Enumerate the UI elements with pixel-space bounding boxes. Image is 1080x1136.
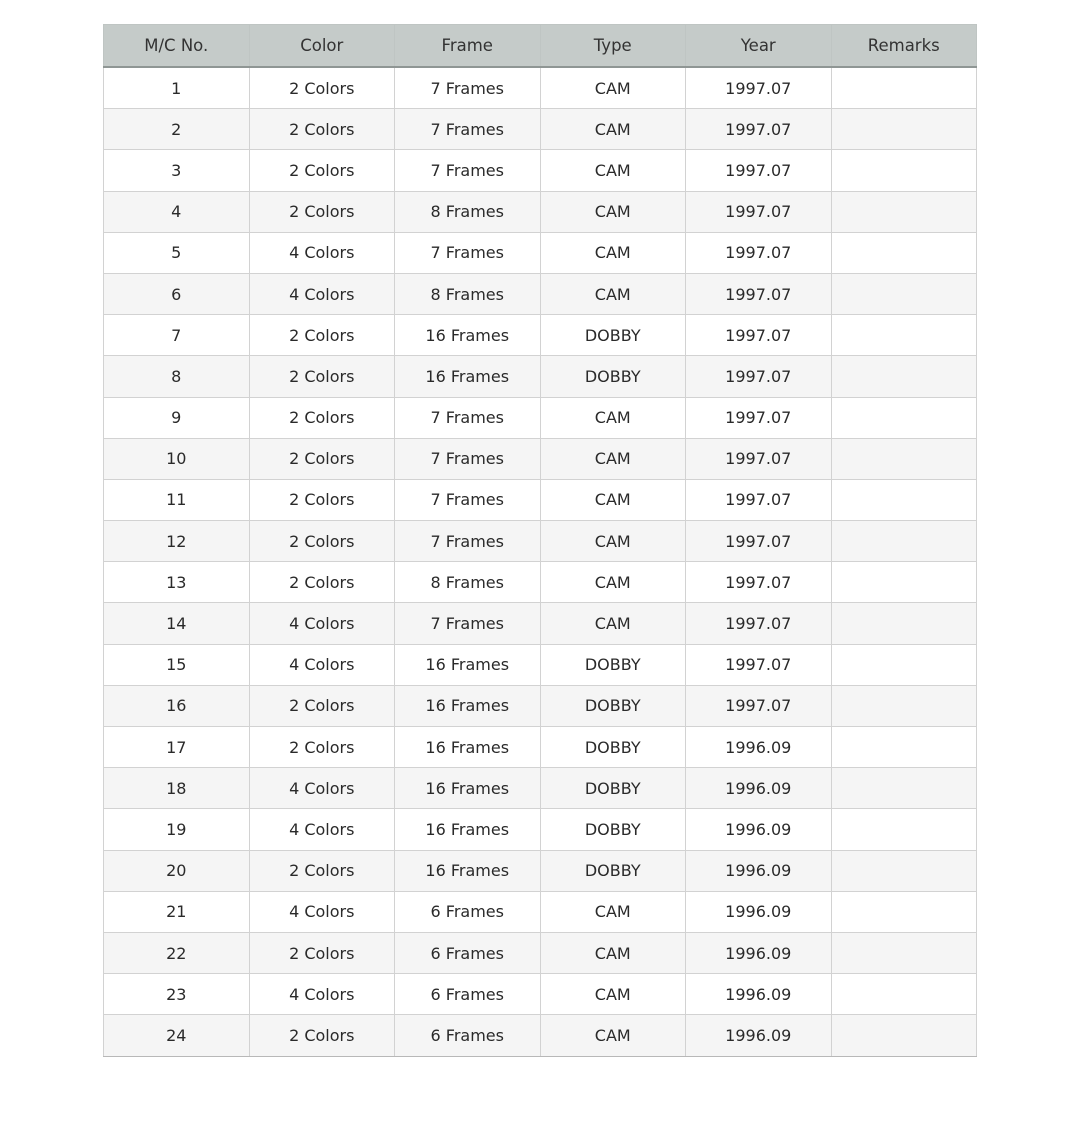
frame-cell: 7 Frames: [395, 521, 541, 562]
year-cell: 1997.07: [686, 479, 832, 520]
year-cell: 1997.07: [686, 315, 832, 356]
frame-cell: 7 Frames: [395, 232, 541, 273]
year-cell: 1997.07: [686, 273, 832, 314]
frame-cell: 8 Frames: [395, 191, 541, 232]
remarks-cell: [831, 109, 977, 150]
remarks-cell: [831, 685, 977, 726]
year-cell: 1996.09: [686, 809, 832, 850]
mc-no-cell: 19: [104, 809, 250, 850]
table-row: [104, 685, 977, 726]
table-row: [104, 438, 977, 479]
color-cell: 2 Colors: [249, 562, 395, 603]
color-cell: 4 Colors: [249, 273, 395, 314]
type-cell: CAM: [540, 1015, 686, 1056]
mc-no-cell: 12: [104, 521, 250, 562]
color-cell: 2 Colors: [249, 727, 395, 768]
color-cell: 2 Colors: [249, 397, 395, 438]
mc-no-cell: 24: [104, 1015, 250, 1056]
remarks-cell: [831, 727, 977, 768]
header-mc-no: M/C No.: [104, 25, 250, 68]
type-cell: CAM: [540, 932, 686, 973]
frame-cell: 6 Frames: [395, 932, 541, 973]
frame-cell: 7 Frames: [395, 397, 541, 438]
type-cell: CAM: [540, 232, 686, 273]
mc-no-cell: 21: [104, 891, 250, 932]
mc-no-cell: 8: [104, 356, 250, 397]
year-cell: 1997.07: [686, 150, 832, 191]
frame-cell: 7 Frames: [395, 150, 541, 191]
mc-no-cell: 4: [104, 191, 250, 232]
color-cell: 4 Colors: [249, 768, 395, 809]
frame-cell: 6 Frames: [395, 974, 541, 1015]
color-cell: 2 Colors: [249, 932, 395, 973]
frame-cell: 7 Frames: [395, 603, 541, 644]
table-row: [104, 1015, 977, 1056]
color-cell: 2 Colors: [249, 438, 395, 479]
year-cell: 1997.07: [686, 438, 832, 479]
remarks-cell: [831, 644, 977, 685]
mc-no-cell: 6: [104, 273, 250, 314]
frame-cell: 16 Frames: [395, 685, 541, 726]
type-cell: DOBBY: [540, 685, 686, 726]
mc-no-cell: 5: [104, 232, 250, 273]
color-cell: 2 Colors: [249, 850, 395, 891]
remarks-cell: [831, 67, 977, 109]
header-row: [104, 25, 977, 68]
mc-no-cell: 10: [104, 438, 250, 479]
color-cell: 4 Colors: [249, 891, 395, 932]
mc-no-cell: 3: [104, 150, 250, 191]
remarks-cell: [831, 809, 977, 850]
remarks-cell: [831, 232, 977, 273]
table-row: [104, 644, 977, 685]
table-row: [104, 768, 977, 809]
year-cell: 1996.09: [686, 891, 832, 932]
frame-cell: 8 Frames: [395, 273, 541, 314]
color-cell: 4 Colors: [249, 603, 395, 644]
type-cell: CAM: [540, 67, 686, 109]
year-cell: 1996.09: [686, 850, 832, 891]
machine-table-container: [103, 24, 977, 1057]
frame-cell: 16 Frames: [395, 809, 541, 850]
mc-no-cell: 22: [104, 932, 250, 973]
header-remarks: Remarks: [831, 25, 977, 68]
type-cell: DOBBY: [540, 315, 686, 356]
remarks-cell: [831, 562, 977, 603]
color-cell: 2 Colors: [249, 685, 395, 726]
table-row: [104, 356, 977, 397]
table-body: [104, 67, 977, 1056]
type-cell: DOBBY: [540, 727, 686, 768]
year-cell: 1997.07: [686, 397, 832, 438]
table-row: [104, 232, 977, 273]
year-cell: 1997.07: [686, 67, 832, 109]
table-row: [104, 67, 977, 109]
mc-no-cell: 1: [104, 67, 250, 109]
year-cell: 1996.09: [686, 932, 832, 973]
table-row: [104, 932, 977, 973]
color-cell: 2 Colors: [249, 191, 395, 232]
header-frame: Frame: [395, 25, 541, 68]
mc-no-cell: 13: [104, 562, 250, 603]
table-row: [104, 850, 977, 891]
year-cell: 1996.09: [686, 974, 832, 1015]
mc-no-cell: 17: [104, 727, 250, 768]
mc-no-cell: 7: [104, 315, 250, 356]
table-row: [104, 315, 977, 356]
frame-cell: 16 Frames: [395, 768, 541, 809]
color-cell: 4 Colors: [249, 809, 395, 850]
table-row: [104, 273, 977, 314]
frame-cell: 16 Frames: [395, 727, 541, 768]
year-cell: 1997.07: [686, 562, 832, 603]
mc-no-cell: 2: [104, 109, 250, 150]
color-cell: 2 Colors: [249, 1015, 395, 1056]
frame-cell: 16 Frames: [395, 644, 541, 685]
mc-no-cell: 23: [104, 974, 250, 1015]
color-cell: 2 Colors: [249, 315, 395, 356]
color-cell: 2 Colors: [249, 356, 395, 397]
remarks-cell: [831, 479, 977, 520]
color-cell: 2 Colors: [249, 109, 395, 150]
frame-cell: 16 Frames: [395, 850, 541, 891]
mc-no-cell: 9: [104, 397, 250, 438]
color-cell: 2 Colors: [249, 479, 395, 520]
year-cell: 1997.07: [686, 603, 832, 644]
year-cell: 1997.07: [686, 685, 832, 726]
frame-cell: 6 Frames: [395, 891, 541, 932]
color-cell: 2 Colors: [249, 67, 395, 109]
mc-no-cell: 14: [104, 603, 250, 644]
table-row: [104, 809, 977, 850]
table-row: [104, 974, 977, 1015]
type-cell: CAM: [540, 479, 686, 520]
color-cell: 2 Colors: [249, 521, 395, 562]
mc-no-cell: 18: [104, 768, 250, 809]
remarks-cell: [831, 521, 977, 562]
type-cell: CAM: [540, 273, 686, 314]
frame-cell: 16 Frames: [395, 315, 541, 356]
frame-cell: 8 Frames: [395, 562, 541, 603]
frame-cell: 7 Frames: [395, 479, 541, 520]
mc-no-cell: 15: [104, 644, 250, 685]
table-row: [104, 891, 977, 932]
table-row: [104, 109, 977, 150]
table-row: [104, 562, 977, 603]
type-cell: CAM: [540, 397, 686, 438]
type-cell: DOBBY: [540, 356, 686, 397]
color-cell: 4 Colors: [249, 644, 395, 685]
type-cell: CAM: [540, 974, 686, 1015]
table-row: [104, 727, 977, 768]
mc-no-cell: 20: [104, 850, 250, 891]
machine-table: [103, 24, 977, 1057]
remarks-cell: [831, 273, 977, 314]
frame-cell: 16 Frames: [395, 356, 541, 397]
remarks-cell: [831, 356, 977, 397]
type-cell: CAM: [540, 603, 686, 644]
remarks-cell: [831, 974, 977, 1015]
color-cell: 2 Colors: [249, 150, 395, 191]
type-cell: DOBBY: [540, 768, 686, 809]
table-row: [104, 521, 977, 562]
type-cell: DOBBY: [540, 644, 686, 685]
mc-no-cell: 16: [104, 685, 250, 726]
remarks-cell: [831, 932, 977, 973]
table-header: [104, 25, 977, 68]
table-row: [104, 603, 977, 644]
year-cell: 1997.07: [686, 232, 832, 273]
type-cell: CAM: [540, 891, 686, 932]
remarks-cell: [831, 315, 977, 356]
remarks-cell: [831, 438, 977, 479]
year-cell: 1996.09: [686, 768, 832, 809]
type-cell: CAM: [540, 109, 686, 150]
remarks-cell: [831, 397, 977, 438]
remarks-cell: [831, 768, 977, 809]
remarks-cell: [831, 1015, 977, 1056]
remarks-cell: [831, 191, 977, 232]
type-cell: CAM: [540, 521, 686, 562]
frame-cell: 7 Frames: [395, 109, 541, 150]
table-row: [104, 479, 977, 520]
header-type: Type: [540, 25, 686, 68]
color-cell: 4 Colors: [249, 232, 395, 273]
frame-cell: 7 Frames: [395, 438, 541, 479]
type-cell: CAM: [540, 438, 686, 479]
table-row: [104, 150, 977, 191]
year-cell: 1997.07: [686, 109, 832, 150]
type-cell: CAM: [540, 562, 686, 603]
year-cell: 1996.09: [686, 727, 832, 768]
frame-cell: 6 Frames: [395, 1015, 541, 1056]
color-cell: 4 Colors: [249, 974, 395, 1015]
mc-no-cell: 11: [104, 479, 250, 520]
table-row: [104, 397, 977, 438]
remarks-cell: [831, 850, 977, 891]
frame-cell: 7 Frames: [395, 67, 541, 109]
type-cell: CAM: [540, 150, 686, 191]
year-cell: 1997.07: [686, 644, 832, 685]
remarks-cell: [831, 891, 977, 932]
type-cell: CAM: [540, 191, 686, 232]
year-cell: 1996.09: [686, 1015, 832, 1056]
table-row: [104, 191, 977, 232]
remarks-cell: [831, 603, 977, 644]
header-year: Year: [686, 25, 832, 68]
header-color: Color: [249, 25, 395, 68]
year-cell: 1997.07: [686, 521, 832, 562]
type-cell: DOBBY: [540, 809, 686, 850]
remarks-cell: [831, 150, 977, 191]
year-cell: 1997.07: [686, 356, 832, 397]
year-cell: 1997.07: [686, 191, 832, 232]
type-cell: DOBBY: [540, 850, 686, 891]
